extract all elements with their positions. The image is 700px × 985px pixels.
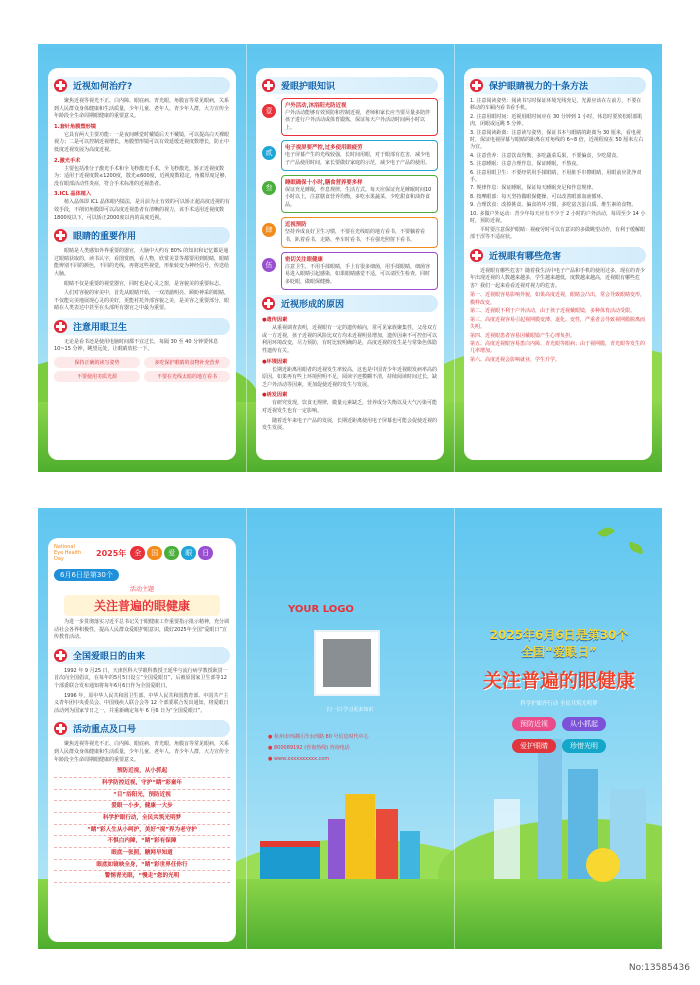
- medical-cross-icon: [54, 722, 67, 735]
- medical-cross-icon: [54, 79, 67, 92]
- cover-date-line: 2025年6月6日是第30个: [489, 628, 629, 642]
- number-badge: 伍: [262, 258, 276, 272]
- harm-item: 第二、近视眼不利于户外活动，由于孩子近视戴眼镜，多种体育活动受限。: [470, 308, 636, 315]
- paragraph: 无论是看书还是使用电脑时间都不宜过长，每隔 30 至 40 分钟要休息 10~15 分钟，眺望远处，让眼睛放松一下。: [54, 338, 219, 353]
- section-title: 眼睛的重要作用: [73, 232, 137, 243]
- paragraph: 近视眼有哪些危害？随着我生活中电子产品和手机的使用过多，现在的青少年出现近视的人数越来越多，学生越来越低，度数越来越高，近视眼有哪些危害？我们一起来看看近视对视力的危害。: [470, 267, 646, 289]
- theme-title: 关注普遍的眼健康: [64, 595, 220, 616]
- section-header: [470, 247, 646, 264]
- method-item: 4. 注意营养：注意饮食均衡，多吃蔬菜瓜果，不要偏食，少吃甜食。: [470, 152, 622, 159]
- tip-text: 户外活动能够有效预防和控制近视，老师和家长应当要尽量多陪伴孩子进行户外活动或体育锻炼，保证每天户外活动时间两小时以上。: [285, 110, 431, 131]
- slogan: “目”浴阳光，预防近视: [54, 790, 230, 802]
- section-title: 注意用眼卫生: [73, 322, 128, 333]
- cover-tag: 从小抓起: [562, 717, 606, 731]
- section-header: [470, 77, 646, 94]
- brochure-outside-sheet: [38, 508, 662, 949]
- day-char: 日: [198, 546, 213, 560]
- location-pin-icon: ●: [268, 734, 273, 740]
- medical-cross-icon: [262, 297, 275, 310]
- paragraph: 眼睛是人类感知外界重要的器官，大脑中大约有 80% 的知识和记忆都是通过眼睛获取的，读书认字，看图赏画，看人物，欣赏美景等都要用到眼睛，眼睛能辨别不同的颜色，不同的光线，再将这些视觉，形象转变为神经信号，传送给大脑。: [54, 248, 230, 277]
- section-title: 近视眼有哪些危害: [489, 251, 562, 262]
- qr-code-frame: [314, 630, 380, 696]
- slogan: 爱眼一小步，健康一大步: [54, 801, 230, 813]
- paragraph: 从重视调查表明，近视眼有一定的遗传倾向，常可见家族聚集性，父母双方或一方近视，孩子近视的风险比双方均未近视明显增加，遗传因素不可控但可以利用环境改变，尽力预防，有时比较明确的是，高度近视的发生是与常染色体隐性遗传有关。: [262, 325, 438, 355]
- subheading: ●环境因素: [262, 358, 288, 365]
- phone-text: 800089192: [273, 745, 303, 751]
- tip-item: [262, 98, 438, 136]
- phone-icon: ●: [268, 745, 273, 751]
- panel-eye-day-card: [48, 538, 236, 942]
- slogan: 科学防控近视，守护“睛”彩童年: [54, 778, 230, 790]
- subheading: ●遗传因素: [262, 317, 288, 324]
- leaf-shape: [627, 542, 645, 555]
- paragraph: 长期近距离用眼者的近视发生率较高，这也是中国青少年近视眼发病率高的原因，如果再有些上环境照明不足，阅读字迹模糊不清，持续阅读时间过长，缺乏户外活动等因素，更加促使近视的发生与发展。: [262, 366, 438, 388]
- section-title: 活动重点及口号: [73, 725, 137, 736]
- section-header: [54, 77, 230, 94]
- watermark-id: No:13585436: [628, 963, 690, 973]
- tip-item: [262, 252, 438, 290]
- subheading: 1.套针角膜塑形镜: [54, 123, 96, 130]
- method-item: 6. 注意用眼卫生：不要经常用手揉眼睛，不用脏手巾擦眼睛，用眼前应洗净双手。: [470, 169, 642, 184]
- section-header: [54, 647, 230, 664]
- slogan: 不惧白内障，“睛”彩有保障: [54, 836, 230, 848]
- tip-text: 电子屏幕产生的光线较强，长时间用眼，对于眼部有危害，减少电子产品使用时间，家长要做好家庭的示范，减少电子产品的使用。: [285, 152, 431, 166]
- paragraph: 随着近年来电子产品的发展，长期近距离使用电子屏幕也可能会促使近视的发生发展。: [262, 417, 438, 432]
- cover-tag-list: [464, 711, 654, 755]
- tip-pill: 不要使用劣质光源: [54, 371, 140, 382]
- leaf-shape: [597, 525, 615, 540]
- paragraph: 1996 年，原中华人民共和国卫生部、中华人民共和国教育部、中国共产主义青年团中央委员会、中国残疾人联合会等 12 个部委联合发出通知，将爱眼日活动列为国家节日之一，并重新确定每年 6 月6 日为“全国爱眼日”。: [54, 692, 229, 714]
- harm-item: 第六、高度近视会影响就业，学生升学。: [470, 356, 561, 363]
- slogan: 科学护眼行动，全民共筑光明梦: [54, 813, 230, 825]
- phone-note: (咨询热线) 咨询电话: [304, 745, 350, 751]
- paragraph: 它具有两大主要功能：一是夜间睡觉时戴镜后天不戴镜，可以提高白天裸眼视力；二是可以控制近视增长，角膜塑形镜可以有效延缓近视度数增长，防止中低度近视发展为高度近视。: [54, 131, 230, 153]
- flower-shape: [586, 848, 620, 882]
- number-badge: 壹: [262, 104, 276, 118]
- address-text: 杭州市西湖区洋水西路 80 号信息时代中心: [273, 734, 369, 740]
- qr-code-icon: [323, 639, 371, 687]
- slogan: 预防近视，从小抓起: [54, 766, 230, 778]
- slogan: 警惕青光眼，“慢走”您的光明: [54, 871, 230, 883]
- harm-item: 第五、高度近视眼容易患白内障、青光眼等眼病；由于视网膜，青光眼等发生的几率增加。: [470, 340, 646, 355]
- address-row: [268, 732, 438, 743]
- paragraph: 聚焦近视等视光不正、白内障、眼底病、青光眼、角膜盲等常见眼病，关系到人民群众身体健康和生活质量，少年儿童、老年人、青少年人群，大力宣传全年龄段全生命周期眼健康的重要意义。: [54, 98, 230, 120]
- tip-text: 注意卫生，不用手揉眼睛，手上有很多细菌，用手揉眼睛，细菌容易进入眼睛引起感染，如果眼睛感觉不适，可以请医生检查，同时多眨眼，做眼保健操。: [285, 264, 431, 285]
- paragraph: 植入晶体即 ICL 晶体眼内镜法，是目前为止有效的可以矫正超高度近视的有效手段，不削切角膜即可以高度近视患者有清晰的视力，该手术适用近视度数1800度以下，可以矫正2000度以内的高度近视。: [54, 199, 230, 221]
- day-char: 国: [147, 546, 162, 560]
- english-title-line: Eye Health Day: [54, 550, 82, 562]
- medical-cross-icon: [54, 649, 67, 662]
- tip-title: 户外活动,沐浴阳光防近视: [285, 103, 347, 109]
- phone-row: [268, 743, 438, 754]
- section-header: [262, 77, 438, 94]
- paragraph: 人们对容貌的审美中，首先从眼睛开始，一双清澈明亮、顾盼神采的眼睛，不仅能完美地展现心灵的美好，更能衬托外部容貌之美，是美容之重要部分，眼睛在人类表达中甚至在头部所有器官之中最为重要。: [54, 290, 230, 312]
- tip-text: 坚持养成良好卫生习惯，不要在光线暗的地方看书，不要躺着看书，趴着看书，走路、坐车时看书，不在强光照射下看书。: [285, 229, 426, 243]
- cover-tag: 珍惜光明: [562, 739, 606, 753]
- medical-cross-icon: [470, 79, 483, 92]
- tip-item: [262, 217, 438, 248]
- section-title: 近视形成的原因: [281, 300, 345, 311]
- section-header: [54, 227, 230, 244]
- fold-line: [454, 44, 455, 472]
- section-header: [54, 720, 230, 737]
- section-header: [54, 318, 230, 335]
- english-title: [54, 544, 92, 562]
- tip-row: [54, 357, 230, 368]
- slogan: “睛”彩人生从小呵护，美好“视”界为老守护: [54, 825, 230, 837]
- contact-block: [268, 732, 438, 765]
- web-text: www.xxxxxxxxxx.com: [273, 756, 330, 762]
- fold-line: [454, 508, 455, 949]
- number-badge: 肆: [262, 223, 276, 237]
- paragraph: 眼睛不仅是重要的视觉器官，同时也是心灵之窗，是容貌美的重要标志。: [64, 280, 225, 287]
- number-badge: 叁: [262, 181, 276, 195]
- slogan: 眼底如镜映全身，“睛”彩世界任你行: [54, 860, 230, 872]
- day-char: 爱: [164, 546, 179, 560]
- brochure-inside-sheet: [38, 44, 662, 472]
- cover-subline: 科学护眼齐行动 全民共筑光明梦: [520, 701, 598, 707]
- harm-item: 第三、高度近视容易引起视网膜变薄、退化、变性，严重者会导致视网膜脱离而失明。: [470, 316, 646, 331]
- method-item: 10. 多做户外运动：青少年每天应有不少于 2 小时的户外活动，每周至少 14 小时，预防近视。: [470, 210, 646, 225]
- section-title: 近视如何治疗?: [73, 82, 133, 92]
- globe-icon: ●: [268, 756, 273, 762]
- slogan-list: [54, 766, 230, 883]
- paragraph: 平时要注意保护眼睛：视疲劳时可以有意识的多做眺望动作，有利于缓解眼部干涩等不适症状。: [470, 226, 646, 241]
- cover-main-title: 关注普遍的眼健康: [482, 670, 635, 692]
- cover-day-line: 全国“爱眼日”: [521, 645, 597, 659]
- building-shape: [494, 799, 520, 879]
- fold-line: [246, 508, 247, 949]
- paragraph: 有研究发现，饮食无规律，微量元素缺乏，营养成分失衡以及大气污染可能对近视发生也有一定影响。: [262, 400, 438, 415]
- cover-tag: 爱护眼睛: [512, 739, 556, 753]
- harm-item: 第一、近视眼容易影响外貌，如果高度近视，眼睛会凸出，常会导致眼睛变形，模样改变。: [470, 292, 646, 306]
- session-badge: 6月6日是第30个: [54, 569, 119, 581]
- tip-pill: 不要在光线太暗的地方看书: [144, 371, 230, 382]
- method-item: 8. 按摩眼部：每天坚持做眼保健操，可以改善眼部血液循环。: [470, 193, 607, 200]
- method-item: 3. 注意阅读距离：注意读写姿势，保证书本与眼睛的距离为 30 厘米，看电视时，保证电视屏幕与眼睛的距离在对角线的 6~8 倍，近视程度在 50 厘米左右为宜。: [470, 129, 644, 151]
- eye-day-banner: [54, 544, 230, 562]
- method-item: 1. 注意阅读姿势：阅读书写时保证环境光线充足，光源应该在左前方，不要在移动的车厢内看书看手机。: [470, 98, 642, 112]
- number-badge: 贰: [262, 146, 276, 160]
- medical-cross-icon: [54, 320, 67, 333]
- building-shape: [345, 794, 375, 879]
- section-header: [262, 295, 438, 312]
- paragraph: 聚焦近视等视光不正、白内障、眼底病、青光眼、角膜盲等常见眼病，关系到人民群众身体健康和生活质量，少年儿童、老年人、青少年人群，大力宣传全年龄段全生命周期眼健康的重要意义。: [54, 741, 230, 763]
- web-row: [268, 754, 438, 765]
- panel-eye-care-card: [256, 68, 444, 460]
- tip-title: 电子视屏要严控,过多使用眼疲劳: [285, 145, 363, 152]
- tip-pill: 保持正确的读写姿势: [54, 357, 140, 368]
- section-title: 全国爱眼日的由来: [73, 651, 146, 662]
- english-title-line: National: [54, 544, 75, 550]
- tip-title: 密切关注眼健康: [285, 257, 323, 264]
- tip-pill: 多吃保护眼睛的食物补充营养: [144, 357, 230, 368]
- subheading: 2.激光手术: [54, 157, 81, 164]
- medical-cross-icon: [262, 79, 275, 92]
- tip-row: [54, 371, 230, 382]
- cover-tag: 预防近视: [512, 717, 556, 731]
- logo-text: YOUR LOGO: [288, 604, 354, 615]
- tip-item: [262, 140, 438, 171]
- section-title: 爱眼护眼知识: [281, 82, 336, 92]
- method-item: 5. 注意睡眠：注意合理作息，保证睡眠，不熬夜。: [470, 161, 582, 168]
- day-char-row: [130, 546, 213, 560]
- tip-text: 保证充足睡眠，作息规律，生活方式。每天应保证充足睡眠时间10小时以上，注意膳食营养均衡，多吃水果蔬菜，少吃甜食和油炸食品。: [285, 187, 432, 208]
- year-label: 2025年: [96, 548, 127, 558]
- tip-title: 近视预防: [285, 222, 307, 229]
- theme-label: 活动主题: [129, 586, 154, 593]
- method-item: 7. 规律作息：保证睡眠，保证每天睡眠充足和作息规律。: [470, 185, 597, 192]
- building-shape: [538, 739, 562, 879]
- day-char: 眼: [181, 546, 196, 560]
- panel-protect-card: [464, 68, 652, 460]
- building-shape: [376, 809, 398, 879]
- method-item: 9. 合理饮食：改掉挑食、偏食的坏习惯，多吃富含蛋白质、维生素的食物。: [470, 202, 637, 209]
- paragraph: 1992 年 9 月25 日，天津医科大学眼科教授王延华与流行病学教授耿贯一首次向全国倡议，在每年的5月5日设立“全国爱眼日”，后被原国家卫生部等12个部委联合发布通知将每年6月6日作为全国爱眼日。: [54, 667, 228, 689]
- cover-title-block: [464, 626, 654, 755]
- medical-cross-icon: [470, 249, 483, 262]
- harm-item: 第四、近视眼患者容易因戴眼镜产生心理负担。: [470, 332, 576, 339]
- subheading: ●诱发因素: [262, 392, 288, 399]
- day-char: 全: [130, 546, 145, 560]
- qr-caption: 扫一扫 学习更多知识: [326, 707, 374, 713]
- section-title: 保护眼睛视力的十条方法: [489, 82, 589, 92]
- building-shape: [400, 831, 420, 879]
- tip-item: [262, 175, 438, 213]
- paragraph: 为进一步贯彻落实习近平总书记关于眼健康工作重要指示批示精神，充分调动社会各界积极性，提高人民群众爱眼护眼意识，做好2025年全国“爱眼日”宣传教育活动。: [54, 619, 230, 641]
- method-item: 2. 注意用眼时间：近视用眼时间应在 30 分钟到 1 小时，休息时要放松眼部肌肉，闭眼或远眺 5 分钟。: [470, 113, 643, 128]
- panel-treatment-card: [48, 68, 236, 460]
- building-shape: [260, 841, 320, 879]
- subheading: 3.ICL 晶体植入: [54, 191, 92, 198]
- medical-cross-icon: [54, 229, 67, 242]
- fold-line: [246, 44, 247, 472]
- tip-title: 睡眠确保十小时,膳食营养要多样: [285, 180, 363, 187]
- paragraph: 主要包括准分子激光手术和全飞秒激光手术，全飞秒激光，矫正近视度数为：适用于近视度数≤1200度，散光≤600度，近视度数稳定，角膜厚度足够，没有眼部活动性炎症，符合手术标准的近视患者。: [54, 165, 230, 187]
- slogan: 眼底一张照，糖网早知道: [54, 848, 230, 860]
